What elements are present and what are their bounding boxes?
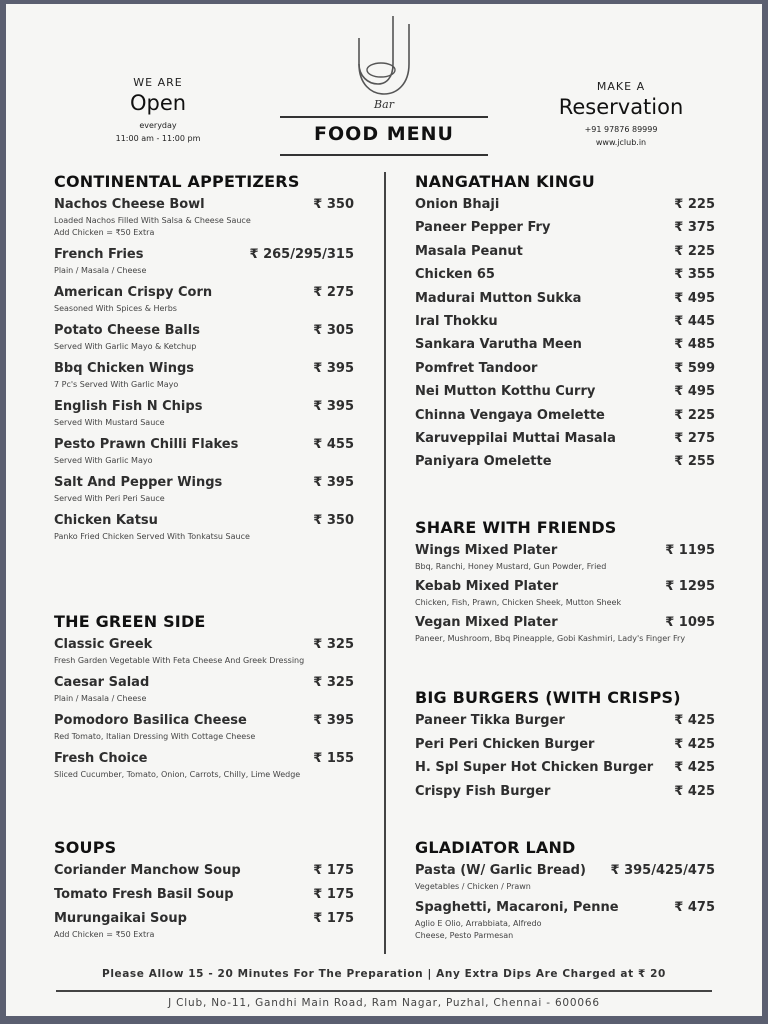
menu-item-name: English Fish N Chips [54, 399, 203, 414]
menu-item-name: Pomodoro Basilica Cheese [54, 713, 247, 728]
menu-item-row [415, 713, 715, 728]
menu-item-description: Panko Fried Chicken Served With Tonkatsu Sauce [54, 532, 250, 541]
menu-item-name: Chinna Vengaya Omelette [415, 407, 605, 423]
menu-item-price: ₹ 155 [313, 751, 354, 766]
menu-item-row [54, 887, 354, 902]
menu-item [415, 384, 715, 399]
menu-item [54, 887, 354, 902]
menu-item-description: Paneer, Mushroom, Bbq Pineapple, Gobi Kashmiri, Lady's Finger Fry [415, 634, 686, 643]
menu-item-name: Pasta (W/ Garlic Bread) [415, 863, 586, 878]
menu-item-row [54, 637, 354, 652]
menu-item-name: Salt And Pepper Wings [54, 475, 223, 490]
menu-item-name: Sankara Varutha Meen [415, 337, 582, 353]
footer-divider [56, 990, 712, 992]
menu-item-name: Tomato Fresh Basil Soup [54, 887, 234, 902]
menu-item-row [415, 197, 715, 212]
menu-item-price: ₹ 265/295/315 [249, 247, 354, 262]
section-title: NANGATHAN KINGU [415, 172, 595, 191]
menu-item [54, 713, 354, 743]
section-title: BIG BURGERS (WITH CRISPS) [415, 688, 681, 707]
menu-item-row [415, 431, 715, 446]
menu-item [54, 437, 354, 467]
menu-item [415, 900, 715, 942]
menu-item-price: ₹ 375 [674, 220, 715, 236]
menu-item-name: Pomfret Tandoor [415, 360, 538, 376]
item-list [415, 543, 715, 645]
menu-item [415, 267, 715, 282]
menu-item-name: Murungaikai Soup [54, 911, 187, 926]
menu-item [415, 713, 715, 728]
menu-item-name: Nachos Cheese Bowl [54, 197, 205, 212]
menu-item-price: ₹ 425 [674, 783, 715, 799]
menu-item-name: Spaghetti, Macaroni, Penne [415, 900, 619, 915]
menu-item-row [54, 197, 354, 212]
menu-item [54, 751, 354, 781]
menu-item-row [415, 361, 715, 376]
item-list [54, 863, 354, 941]
menu-item-description: Fresh Garden Vegetable With Feta Cheese And Greek Dressing [54, 656, 305, 665]
menu-item [54, 675, 354, 705]
open-days: everyday [139, 121, 177, 130]
menu-item-price: ₹ 255 [674, 454, 715, 470]
menu-item-description: Cheese, Pesto Parmesan [415, 931, 514, 940]
menu-item-price: ₹ 475 [674, 900, 715, 915]
menu-item-price: ₹ 395 [313, 713, 354, 728]
menu-item-name: Onion Bhaji [415, 197, 500, 212]
menu-item-price: ₹ 275 [313, 285, 354, 300]
section-big-burgers [415, 688, 715, 799]
menu-item-name: Chicken 65 [415, 267, 495, 283]
menu-item-name: Bbq Chicken Wings [54, 361, 194, 376]
menu-item-row [54, 863, 354, 878]
menu-item-price: ₹ 350 [313, 197, 354, 212]
menu-item-description: Loaded Nachos Filled With Salsa & Cheese Sauce [54, 216, 251, 225]
menu-item-row [415, 220, 715, 235]
section-the-green-side [54, 612, 354, 781]
menu-item-price: ₹ 495 [674, 384, 715, 400]
column-divider [384, 172, 386, 954]
menu-item-name: Coriander Manchow Soup [54, 863, 241, 878]
menu-item-row [54, 399, 354, 414]
menu-item-description: Sliced Cucumber, Tomato, Onion, Carrots, Chilly, Lime Wedge [54, 770, 301, 779]
menu-item [54, 361, 354, 391]
menu-item-row [415, 900, 715, 915]
menu-item-price: ₹ 395 [313, 361, 354, 376]
menu-item [415, 760, 715, 775]
menu-item-name: Classic Greek [54, 637, 153, 652]
menu-item [415, 291, 715, 306]
menu-item-price: ₹ 350 [313, 513, 354, 528]
we-are-label: WE ARE [133, 76, 183, 89]
menu-item [415, 244, 715, 259]
menu-item-row [415, 615, 715, 630]
menu-item-row [54, 475, 354, 490]
menu-item [415, 737, 715, 752]
menu-item-description: Red Tomato, Italian Dressing With Cottage Cheese [54, 732, 256, 741]
menu-page [6, 4, 762, 1016]
menu-item-price: ₹ 225 [674, 243, 715, 259]
menu-item-name: H. Spl Super Hot Chicken Burger [415, 760, 654, 776]
menu-item-row [415, 337, 715, 352]
menu-item-price: ₹ 395/425/475 [610, 863, 715, 878]
menu-item-name: Paniyara Omelette [415, 454, 552, 470]
reservation-label: Reservation [558, 95, 684, 119]
item-list [415, 197, 715, 469]
menu-item [54, 637, 354, 667]
menu-item-row [415, 784, 715, 799]
menu-item-row [415, 760, 715, 775]
menu-item-price: ₹ 1295 [665, 579, 715, 594]
menu-item [54, 911, 354, 941]
section-nangathan-kingu [415, 172, 715, 469]
menu-item [415, 408, 715, 423]
section-title: GLADIATOR LAND [415, 838, 576, 857]
menu-item-row [54, 437, 354, 452]
section-title: SOUPS [54, 838, 117, 857]
menu-item-name: Potato Cheese Balls [54, 323, 200, 338]
menu-item-row [415, 384, 715, 399]
menu-item [415, 197, 715, 212]
menu-item-price: ₹ 395 [313, 399, 354, 414]
menu-item-name: American Crispy Corn [54, 285, 213, 300]
menu-item [415, 784, 715, 799]
menu-item-row [54, 911, 354, 926]
menu-item [415, 361, 715, 376]
make-a-label: MAKE A [596, 80, 646, 93]
menu-title: FOOD MENU [314, 123, 454, 145]
menu-item-price: ₹ 175 [313, 863, 354, 878]
menu-item [415, 314, 715, 329]
menu-item-price: ₹ 175 [313, 887, 354, 902]
menu-item [54, 399, 354, 429]
item-list [54, 637, 354, 781]
menu-item-name: Masala Peanut [415, 243, 523, 259]
menu-item [54, 247, 354, 277]
menu-item-price: ₹ 355 [674, 267, 715, 283]
menu-item-name: Paneer Tikka Burger [415, 713, 565, 728]
menu-item-price: ₹ 425 [674, 713, 715, 728]
section-title: SHARE WITH FRIENDS [415, 518, 617, 537]
section-title: THE GREEN SIDE [54, 612, 206, 631]
menu-item-row [54, 361, 354, 376]
menu-item-description: Served With Peri Peri Sauce [54, 494, 165, 503]
menu-item-name: Crispy Fish Burger [415, 783, 551, 799]
menu-item-name: Chicken Katsu [54, 513, 158, 528]
j-club-bar-logo [353, 14, 415, 112]
menu-item [415, 431, 715, 446]
menu-item-description: Served With Mustard Sauce [54, 418, 165, 427]
menu-item-price: ₹ 225 [674, 197, 715, 212]
reservation-website[interactable]: www.jclub.in [595, 138, 647, 147]
menu-item-row [54, 513, 354, 528]
menu-item-price: ₹ 599 [674, 360, 715, 376]
menu-item-row [415, 454, 715, 469]
menu-item-name: Caesar Salad [54, 675, 150, 690]
menu-item [54, 863, 354, 878]
menu-item-row [54, 285, 354, 300]
menu-item-price: ₹ 455 [313, 437, 354, 452]
menu-item-price: ₹ 495 [674, 290, 715, 306]
menu-item-row [415, 267, 715, 282]
menu-item-description: Plain / Masala / Cheese [54, 266, 147, 275]
menu-item-name: Madurai Mutton Sukka [415, 290, 582, 306]
menu-item-price: ₹ 445 [674, 313, 715, 329]
section-gladiator-land [415, 838, 715, 942]
menu-item-description: Seasoned With Spices & Herbs [54, 304, 177, 313]
menu-item-row [415, 543, 715, 558]
menu-item-row [415, 579, 715, 594]
menu-item-name: Nei Mutton Kotthu Curry [415, 384, 596, 400]
reservation-phone[interactable]: +91 97876 89999 [584, 125, 658, 134]
item-list [415, 713, 715, 799]
menu-item-description: Served With Garlic Mayo [54, 456, 153, 465]
menu-item-row [415, 408, 715, 423]
reservation-block [546, 80, 696, 149]
menu-item-price: ₹ 1095 [665, 615, 715, 630]
menu-item-name: Fresh Choice [54, 751, 148, 766]
menu-item-price: ₹ 1195 [665, 543, 715, 558]
menu-item-name: Pesto Prawn Chilli Flakes [54, 437, 239, 452]
menu-item-price: ₹ 175 [313, 911, 354, 926]
section-share-with-friends [415, 518, 715, 645]
menu-item-description: Bbq, Ranchi, Honey Mustard, Gun Powder, Fried [415, 562, 607, 571]
section-title: CONTINENTAL APPETIZERS [54, 172, 300, 191]
menu-item-name: Paneer Pepper Fry [415, 220, 551, 236]
menu-item-row [415, 314, 715, 329]
menu-item [415, 543, 715, 573]
open-label: Open [129, 91, 187, 115]
section-soups [54, 838, 354, 941]
menu-item [54, 475, 354, 505]
menu-item [415, 337, 715, 352]
menu-item-row [415, 244, 715, 259]
menu-item-name: French Fries [54, 247, 144, 262]
menu-item-name: Vegan Mixed Plater [415, 615, 558, 630]
menu-item-price: ₹ 325 [313, 675, 354, 690]
menu-item-price: ₹ 395 [313, 475, 354, 490]
menu-item-name: Peri Peri Chicken Burger [415, 736, 595, 752]
menu-item [415, 615, 715, 645]
menu-item [415, 454, 715, 469]
menu-item-price: ₹ 305 [313, 323, 354, 338]
menu-item-row [54, 751, 354, 766]
menu-item-description: Aglio E Olio, Arrabbiata, Alfredo [415, 919, 542, 928]
menu-item-description: Add Chicken = ₹50 Extra [54, 930, 155, 939]
item-list [54, 197, 354, 543]
menu-item-name: Iral Thokku [415, 313, 498, 329]
menu-item-row [415, 863, 715, 878]
menu-item-price: ₹ 275 [674, 430, 715, 446]
menu-item-row [54, 323, 354, 338]
menu-item-price: ₹ 485 [674, 337, 715, 353]
address: J Club, No-11, Gandhi Main Road, Ram Nagar, Puzhal, Chennai - 600066 [168, 997, 600, 1009]
menu-item [54, 285, 354, 315]
menu-item [54, 323, 354, 353]
menu-item-price: ₹ 425 [674, 760, 715, 776]
menu-item-row [415, 291, 715, 306]
menu-item-row [415, 737, 715, 752]
menu-item-name: Wings Mixed Plater [415, 543, 558, 558]
menu-item-name: Kebab Mixed Plater [415, 579, 559, 594]
menu-item-description: Vegetables / Chicken / Prawn [415, 882, 531, 891]
menu-item-description: Add Chicken = ₹50 Extra [54, 228, 155, 237]
menu-item-price: ₹ 225 [674, 407, 715, 423]
menu-item [415, 863, 715, 893]
menu-item-description: 7 Pc's Served With Garlic Mayo [54, 380, 179, 389]
menu-item-description: Chicken, Fish, Prawn, Chicken Sheek, Mutton Sheek [415, 598, 622, 607]
menu-item-description: Plain / Masala / Cheese [54, 694, 147, 703]
menu-item-price: ₹ 325 [313, 637, 354, 652]
item-list [415, 863, 715, 942]
open-hours: 11:00 am - 11:00 pm [115, 134, 201, 143]
menu-item-row [54, 247, 354, 262]
opening-hours-block [102, 76, 214, 145]
menu-item-name: Karuveppilai Muttai Masala [415, 430, 616, 446]
menu-item [54, 513, 354, 543]
logo-bar-text: Bar [374, 98, 394, 111]
preparation-note: Please Allow 15 - 20 Minutes For The Preparation | Any Extra Dips Are Charged at ₹ 20 [102, 968, 666, 980]
menu-item-description: Served With Garlic Mayo & Ketchup [54, 342, 197, 351]
menu-title-box [280, 116, 488, 156]
menu-item [415, 220, 715, 235]
menu-item-price: ₹ 425 [674, 736, 715, 752]
menu-item-row [54, 675, 354, 690]
menu-item [54, 197, 354, 239]
menu-item [415, 579, 715, 609]
section-continental-appetizers [54, 172, 354, 543]
menu-item-row [54, 713, 354, 728]
